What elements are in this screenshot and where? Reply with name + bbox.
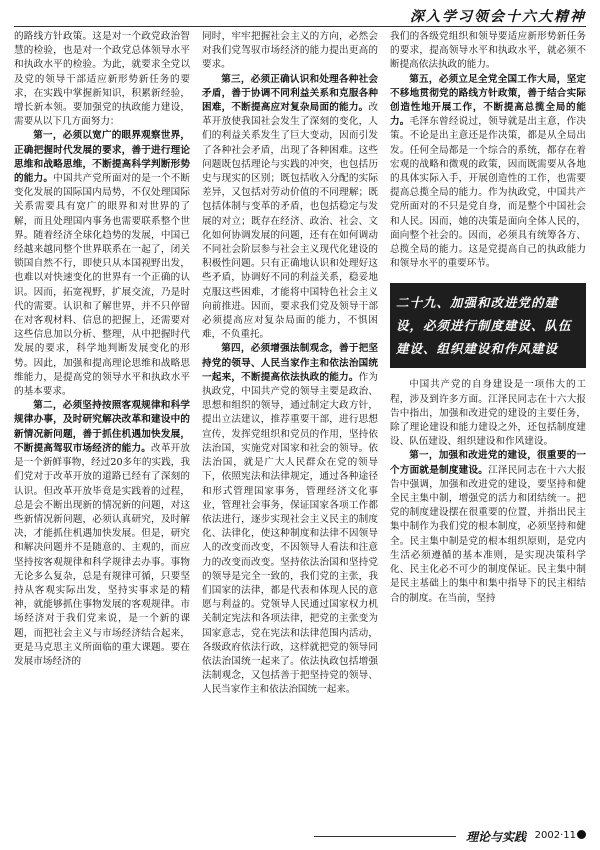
col3-paragraph: 第一，加强和改进党的建设，很重要的一个方面就是制度建设。江泽民同志在十六大报告中强调，加强和改进党的建设，要坚持和健全民主集中制，增强党的活力和团结统一。把党的制度建设摆在很重要的位置，并指出民主集中制作为我们党的根本制度，必须坚持和健全。民主集中制是党的根本组织原则，是党内生活必须遵循的基本准则，是实现决策科学化、民主化必不可少的制度保证。民主集中制是民主基础上的集中和集中指导下的民主相结合的制度。在当前，坚持 — [390, 450, 586, 604]
col1-paragraph: 第一，必须以宽广的眼界观察世界，正确把握时代发展的要求，善于进行理论思维和战略思维，不断提高科学判断形势的能力。中国共产党所面对的是一个不断变化发展的国际国内局势，不仅处理国际关系需要具有宽广的眼界和对世界的了解，而且处理国内事务也需要联系整个世界。随着经济全球化趋势的发展，中国已经越来越同整个世界联系在一起了，闭关锁国自然不行，即使只从本国视野出发，也难以对快速变化的世界有一个正确的认识。因而，拓宽视野，扩展交流，乃是时代的需要。认识和了解世界，并不只停留在对客观材料、信息的把握上，还需要对这些信息加以分析、整理，从中把握时代发展的要求，科学地判断发展变化的形势。因此，加强和提高理论思维和战略思维能力，是提高党的领导水平和执政水平的基本要求。 — [14, 130, 190, 398]
column-1 — [14, 30, 190, 824]
journal-name: 理论与实践 — [465, 830, 526, 844]
header-divider — [14, 26, 586, 27]
col2-paragraph: 同时，牢牢把握社会主义的方向，必然会对我们党驾驭市场经济的能力提出更高的要求。 — [202, 31, 378, 71]
page-header-title: 深入学习领会十六大精神 — [410, 9, 586, 25]
footer-rule — [314, 836, 456, 837]
col2-paragraph: 第四，必须增强法制观念，善于把坚持党的领导、人民当家作主和依法治国统一起来，不断提高依法执政的能力。作为执政党，中国共产党的领导主要是政治、思想和组织的领导，通过制定大政方针，提出立法建议，推荐重要干部，进行思想宣传，发挥党组织和党员的作用，坚持依法治国，实施党对国家和社会的领导。依法治国，就是广大人民群众在党的领导下，依照宪法和法律规定，通过各种途径和形式管理国家事务，管理经济文化事业，管理社会事务，保证国家各项工作都依法进行，逐步实现社会主义民主的制度化、法律化，使这种制度和法律不因领导人的改变而改变，不因领导人看法和注意力的改变而改变。坚持依法治国和坚持党的领导是完全一致的，我们党的主张，我们国家的法律，都是代表和体现人民的意愿与利益的。党领导人民通过国家权力机关制定宪法和各项法律，把党的主张变为国家意志，党在宪法和法律范围内活动，各级政府依法行政，这样就把党的领导同依法治国统一起来了。依法执政包括增强法制观念，又包括善于把坚持党的领导、人民当家作主和依法治国统一起来。 — [202, 343, 378, 696]
col1-paragraph: 的路线方针政策。这是对一个政党政治智慧的检验，也是对一个政党总体领导水平和执政水平的检验。为此，就要求全党以及党的领导干部适应新形势新任务的要求，在实践中掌握新知识，积累新经验，增长新本领。要加强党的执政能力建设，需要从以下几方面努力： — [14, 31, 190, 128]
col3-paragraph: 我们的各级党组织和领导要适应新形势新任务的要求，提高领导水平和执政水平，就必须不断提高依法执政的能力。 — [390, 31, 586, 71]
column-3 — [390, 30, 586, 824]
col3-paragraph: 第五，必须立足全党全国工作大局，坚定不移地贯彻党的路线方针政策，善于结合实际创造性地开展工作，不断提高总揽全局的能力。毛泽东曾经说过，领导就是出主意，作决策。不论是出主意还是作决策，都是从全局出发。任何全局都是一个综合的系统，都存在着宏观的战略和微观的政策，因而既需要从各地的具体实际入手，开展创造性的工作，也需要提高总揽全局的能力。作为执政党，中国共产党所面对的不只是党自身，而是整个中国社会和人民。因而，她的决策是面向全体人民的，面向整个社会的。因而，必须具有统筹各方、总揽全局的能力。这是党提高自己的执政能力和领导水平的重要环节。 — [390, 73, 586, 270]
column-2 — [202, 30, 378, 824]
col3-paragraph: 中国共产党的自身建设是一项伟大的工程，涉及到许多方面。江泽民同志在十六大报告中指出，加强和改进党的建设的主要任务，除了理论建设和能力建设之外，还包括制度建设、队伍建设、组织建设和作风建设。 — [390, 379, 586, 448]
page-footer — [14, 828, 586, 844]
col1-paragraph: 第二，必须坚持按照客观规律和科学规律办事，及时研究解决改革和建设中的新情况新问题，善于抓住机遇加快发展，不断提高驾驭市场经济的能力。改革开放是一个新鲜事物，经过20多年的实践，我们党对于改革开放的道路已经有了深刻的认识。但改革开放毕竟是实践着的过程，总是会不断出现新的情况新的问题，对这些新情况新问题，必须认真研究，及时解决，才能抓住机遇加快发展。但是，研究和解决问题并不是随意的、主观的，而应坚持按客观规律和科学规律去办事。事物无论多么复杂，总是有规律可循，只要坚持从客观实际出发，坚持实事求是的精神，就能够抓住事物发展的客观规律。市场经济对于我们党来说，是一个新的课题，而把社会主义与市场经济结合起来，更是马克思主义所面临的重大课题。要在发展市场经济的 — [14, 400, 190, 667]
col2-paragraph: 第三，必须正确认识和处理各种社会矛盾，善于协调不同利益关系和克服各种困难，不断提高应对复杂局面的能力。改革开放使我国社会发生了深刻的变化，人们的利益关系发生了巨大变动，因而引发了各种社会矛盾，出现了各种困难。这些问题既包括理论与实践的冲突，也包括历史与现实的区别；既包括收入分配的实际差异，又包括对劳动价值的不同理解；既包括体制与变革的矛盾，也包括稳定与发展的对立；既存在经济、政治、社会、文化如何协调发展的问题，还有在如何调动不同社会阶层参与社会主义现代化建设的积极性问题。只有正确地认识和处理好这些矛盾，协调好不同的利益关系，稳妥地克服这些困难，才能将中国特色社会主义向前推进。因而，要求我们党及领导干部必须提高应对复杂局面的能力，不惧困难，不负重托。 — [202, 73, 378, 341]
bullet-dot-icon — [577, 830, 586, 839]
issue-number: 2002·11 — [534, 830, 576, 841]
section-heading-banner: 二十九、加强和改进党的建设，必须进行制度建设、队伍建设、组织建设和作风建设 — [390, 283, 586, 368]
